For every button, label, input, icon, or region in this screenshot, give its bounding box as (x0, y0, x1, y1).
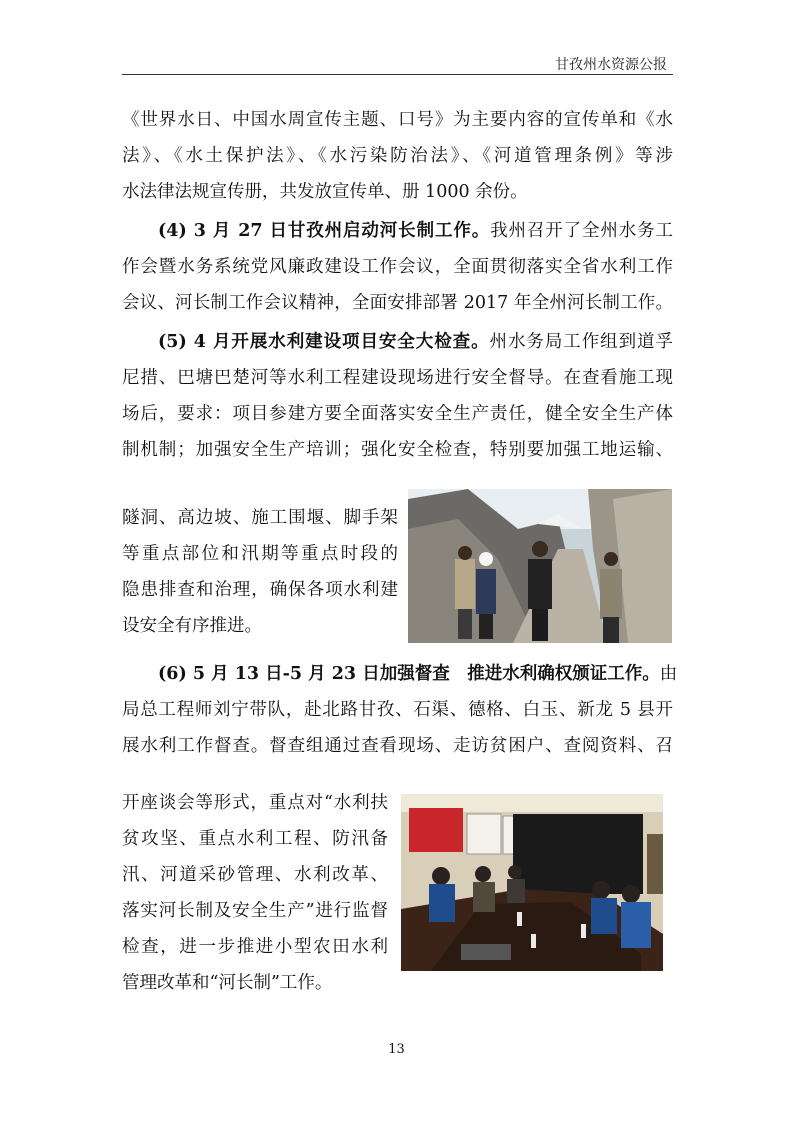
text-line: 检查，进一步推进小型农田水利 (122, 937, 388, 957)
text-line (122, 324, 673, 360)
text-line: 制机制；加强安全生产培训；强化安全检查，特别要加强工地运输、 (122, 440, 673, 460)
meeting-room-photo (401, 794, 663, 971)
paragraph-supervision (122, 656, 678, 764)
text-line: 会议、河长制工作会议精神，全面安排部署 2017 年全州河长制工作。 (122, 293, 673, 313)
paragraph-safety-inspection-cont (122, 500, 398, 644)
text-line: 隐患排查和治理，确保各项水利建 (122, 580, 398, 600)
text-line: 等重点部位和汛期等重点时段的 (122, 544, 398, 564)
text-line: 贫攻坚、重点水利工程、防汛备 (122, 829, 388, 849)
text-line: 局总工程师刘宁带队，赴北路甘孜、石渠、德格、白玉、新龙 5 县开 (122, 700, 673, 720)
text-line: 作会暨水务系统党风廉政建设工作会议，全面贯彻落实全省水利工作 (122, 257, 673, 277)
paragraph-supervision-cont (122, 785, 388, 1001)
text-line (122, 213, 673, 249)
text-line: 隧洞、高边坡、施工围堰、脚手架 (122, 508, 398, 528)
text-line: 《世界水日、中国水周宣传主题、口号》为主要内容的宣传单和《水 (122, 110, 673, 130)
section-heading: (5) 4 月开展水利建设项目安全大检查。 (158, 332, 490, 352)
text-line: 设安全有序推进。 (122, 616, 262, 636)
paragraph-river-chief (122, 213, 673, 321)
text-run: 州水务局工作组到道孚 (489, 332, 673, 352)
section-heading: (4) 3 月 27 日甘孜州启动河长制工作。 (158, 221, 491, 241)
text-line: 尼措、巴塘巴楚河等水利工程建设现场进行安全督导。在查看施工现 (122, 368, 673, 388)
text-line: 水法律法规宣传册，共发放宣传单、册 1000 余份。 (122, 182, 528, 202)
text-line: 落实河长制及安全生产”进行监督 (122, 901, 388, 921)
paragraph-publicity (122, 102, 673, 210)
text-line: 展水利工作督查。督查组通过查看现场、走访贫困户、查阅资料、召 (122, 736, 673, 756)
header-title: 甘孜州水资源公报 (555, 57, 667, 73)
text-run: 我州召开了全州水务工 (490, 221, 674, 241)
page-header (122, 52, 673, 75)
page-number: 13 (388, 1042, 405, 1057)
meeting-room-icon (401, 794, 663, 971)
text-line: 管理改革和“河长制”工作。 (122, 973, 333, 993)
text-run: 由 (659, 664, 678, 684)
text-line: 场后，要求：项目参建方要全面落实安全生产责任，健全安全生产体 (122, 404, 673, 424)
paragraph-safety-inspection (122, 324, 673, 468)
mountain-site-photo (408, 489, 672, 643)
mountain-site-icon (408, 489, 672, 643)
text-line: 法》、《水土保护法》、《水污染防治法》、《河道管理条例》等涉 (122, 146, 673, 166)
text-line: 汛、河道采砂管理、水利改革、 (122, 865, 388, 885)
text-line: 开座谈会等形式，重点对“水利扶 (122, 793, 388, 813)
text-line (122, 656, 678, 692)
section-heading: (6) 5 月 13 日-5 月 23 日加强督查 推进水利确权颁证工作。 (158, 664, 660, 684)
